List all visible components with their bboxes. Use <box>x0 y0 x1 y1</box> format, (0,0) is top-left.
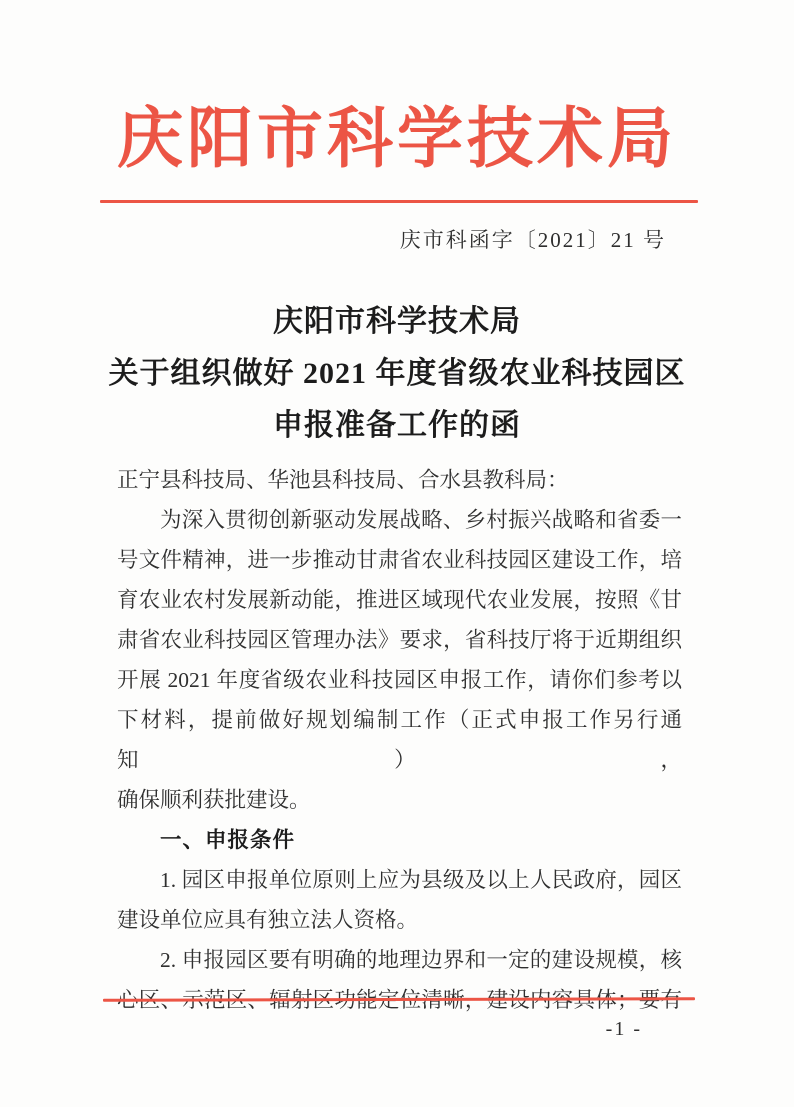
body-line: 建设单位应具有独立法人资格。 <box>117 908 419 932</box>
body-line: 肃省农业科技园区管理办法》要求，省科技厅将于近期组织 <box>117 628 682 652</box>
body-line: 下材料，提前做好规划编制工作（正式申报工作另行通知）， <box>117 708 682 772</box>
document-reference-number: 庆市科函字〔2021〕21 号 <box>399 228 666 252</box>
body-line: 确保顺利获批建设。 <box>117 788 311 812</box>
letterhead-divider-line <box>100 200 698 203</box>
salutation-line: 正宁县科技局、华池县科技局、合水县教科局： <box>117 468 569 492</box>
document-title-line-2: 关于组织做好 2021 年度省级农业科技园区 <box>108 357 686 390</box>
body-line: 1. 园区申报单位原则上应为县级及以上人民政府，园区 <box>160 868 682 892</box>
document-title-line-1: 庆阳市科学技术局 <box>273 305 521 338</box>
document-title-line-3: 申报准备工作的函 <box>273 409 521 442</box>
body-line: 号文件精神，进一步推动甘肃省农业科技园区建设工作，培 <box>117 548 682 572</box>
body-line: 为深入贯彻创新驱动发展战略、乡村振兴战略和省委一 <box>160 508 682 532</box>
body-line: 育农业农村发展新动能，推进区域现代农业发展，按照《甘 <box>117 588 682 612</box>
body-line: 2. 申报园区要有明确的地理边界和一定的建设规模，核 <box>160 948 682 972</box>
document-title <box>60 296 734 452</box>
document-body <box>117 460 682 1020</box>
section-heading: 一、申报条件 <box>160 828 296 852</box>
page-number: -1 - <box>605 1018 642 1040</box>
issuing-agency-letterhead: 庆阳市科学技术局 <box>117 103 677 176</box>
body-line: 开展 2021 年度省级农业科技园区申报工作，请你们参考以 <box>117 668 682 692</box>
